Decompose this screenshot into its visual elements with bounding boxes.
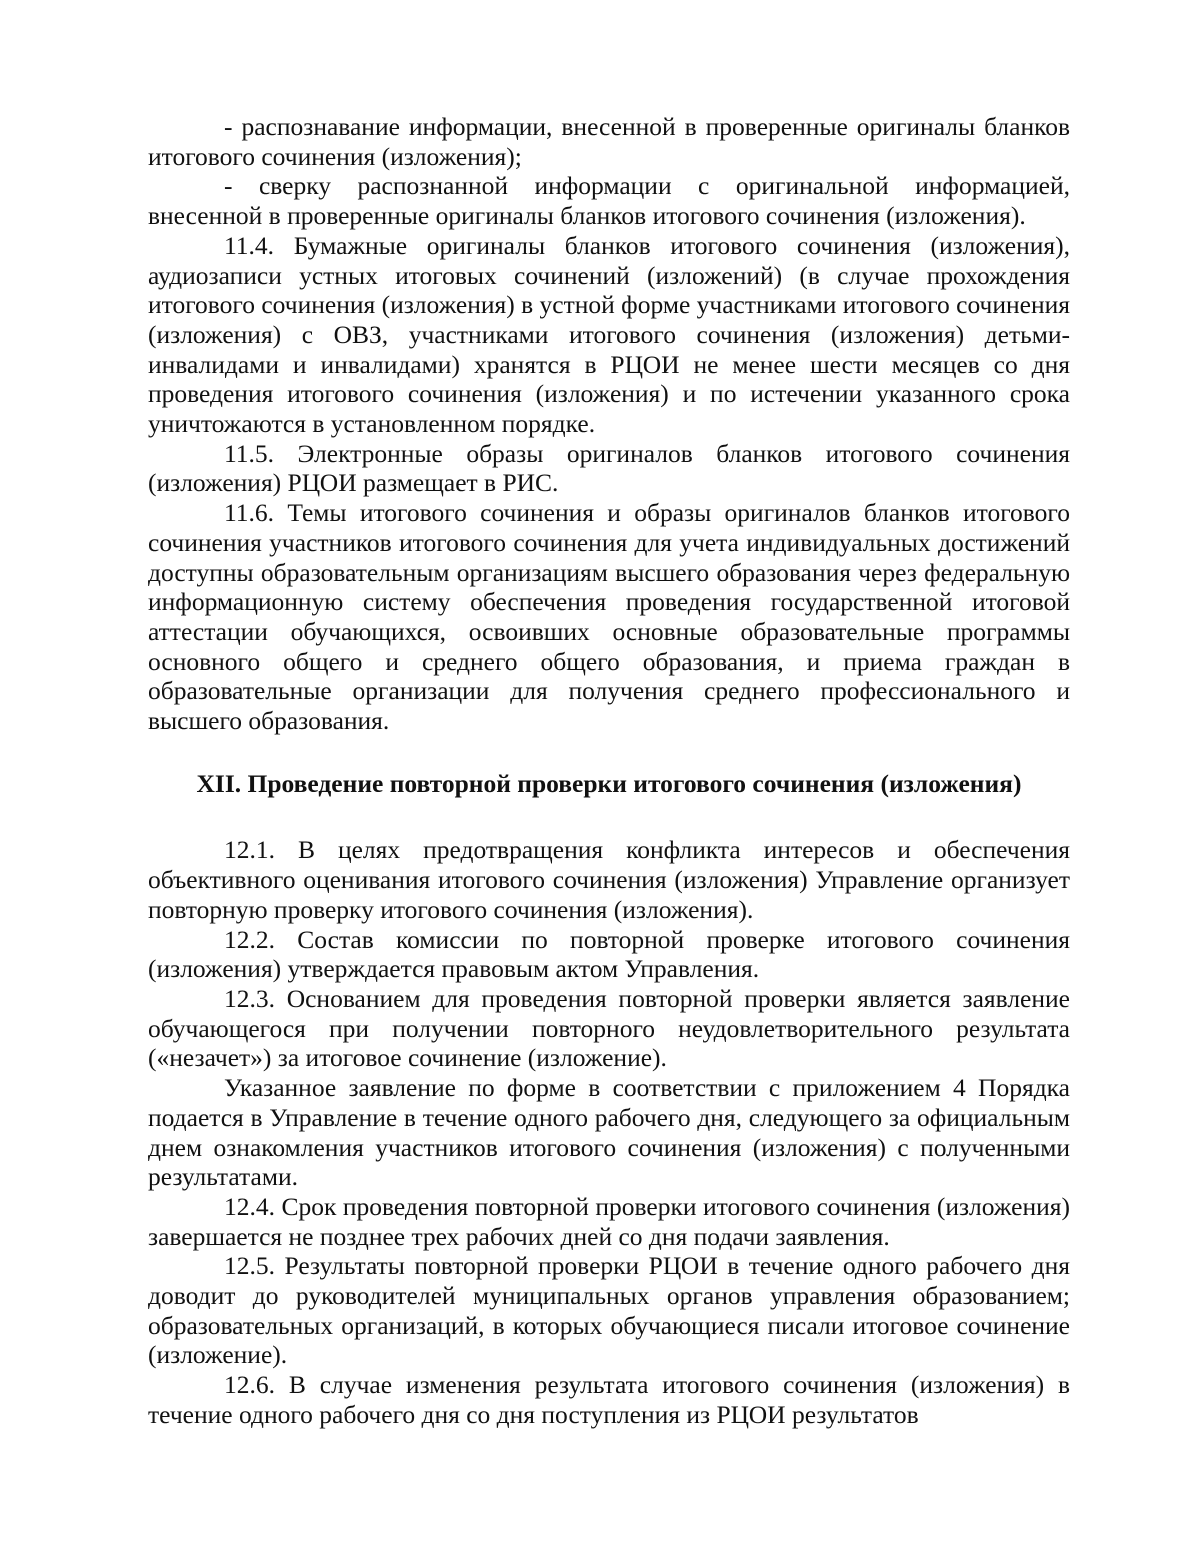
section-heading: XII. Проведение повторной проверки итогового сочинения (изложения) bbox=[196, 768, 1022, 798]
paragraph-verification: - сверку распознанной информации с оригинальной информацией, внесенной в проверенные оригиналы бланков итогового сочинения (изложения). bbox=[148, 171, 1070, 231]
paragraph-12-5: 12.5. Результаты повторной проверки РЦОИ в течение одного рабочего дня доводит до руководителей муниципальных органов управления образованием; образовательных организаций, в которых обучающиеся писали итоговое сочинение (изложение). bbox=[148, 1251, 1070, 1370]
paragraph-12-3: 12.3. Основанием для проведения повторной проверки является заявление обучающегося при получении повторного неудовлетворительного результата («незачет») за итоговое сочинение (изложение). bbox=[148, 983, 1070, 1073]
paragraph-11-4: 11.4. Бумажные оригиналы бланков итогового сочинения (изложения), аудиозаписи устных итоговых сочинений (изложений) (в случае прохождения итогового сочинения (изложения) в устной форме участниками итогового сочинения (изложения) с ОВЗ, участниками итогового сочинения (изложения) детьми-инвалидами и инвалидами) хранятся в РЦОИ не менее шести месяцев со дня проведения итогового сочинения (изложения) и по истечении указанного срока уничтожаются в установленном порядке. bbox=[148, 230, 1070, 439]
paragraph-application-form: Указанное заявление по форме в соответствии с приложением 4 Порядка подается в Управление в течение одного рабочего дня, следующего за официальным днем ознакомления участников итогового сочинения (изложения) с полученными результатами. bbox=[148, 1073, 1070, 1192]
paragraph-11-6: 11.6. Темы итогового сочинения и образы оригиналов бланков итогового сочинения участников итогового сочинения для учета индивидуальных достижений доступны образовательным организациям высшего образования через федеральную информационную систему обеспечения проведения государственной итоговой аттестации обучающихся, освоивших основные образовательные программы основного общего и среднего общего образования, и приема граждан в образовательные организации для получения среднего профессионального и высшего образования. bbox=[148, 498, 1070, 736]
paragraph-recognition: - распознавание информации, внесенной в проверенные оригиналы бланков итогового сочинения (изложения); bbox=[148, 112, 1070, 171]
document-page bbox=[148, 112, 1070, 1430]
paragraph-11-5: 11.5. Электронные образы оригиналов бланков итогового сочинения (изложения) РЦОИ размещает в РИС. bbox=[148, 438, 1070, 498]
paragraph-12-1: 12.1. В целях предотвращения конфликта интересов и обеспечения объективного оценивания итогового сочинения (изложения) Управление организует повторную проверку итогового сочинения (изложения). bbox=[148, 835, 1070, 924]
paragraph-12-4: 12.4. Срок проведения повторной проверки итогового сочинения (изложения) завершается не позднее трех рабочих дней со дня подачи заявления. bbox=[148, 1191, 1070, 1251]
paragraph-12-2: 12.2. Состав комиссии по повторной проверке итогового сочинения (изложения) утверждается правовым актом Управления. bbox=[148, 924, 1070, 984]
paragraph-12-6: 12.6. В случае изменения результата итогового сочинения (изложения) в течение одного рабочего дня со дня поступления из РЦОИ результатов bbox=[148, 1370, 1070, 1429]
